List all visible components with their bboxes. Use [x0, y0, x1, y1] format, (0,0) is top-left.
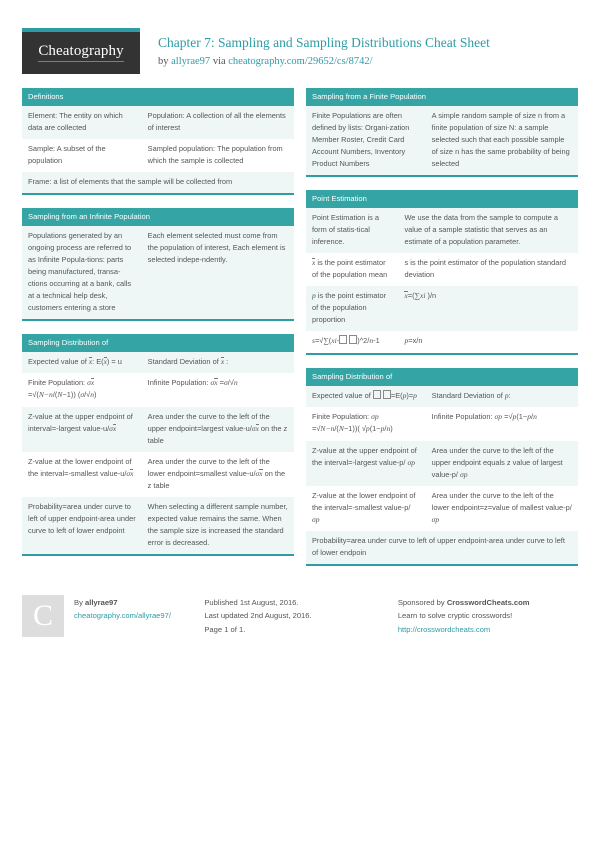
by-prefix: by	[158, 56, 172, 68]
right-column	[306, 88, 578, 579]
table-cell-right: s is the point estimator of the population standard deviation	[404, 258, 566, 280]
logo-text: Cheatography	[38, 44, 123, 62]
footer-publish-block	[204, 595, 387, 636]
section-heading: Sampling Distribution of	[22, 334, 294, 352]
footer-author-name: allyrae97	[84, 598, 118, 608]
table-cell-left: Finite Populations are often defined by lists: Organi-zation Member Roster, Credit Card Account Numbers, Inventory Product Numbers	[312, 111, 410, 169]
table-cell-left: Point Estimation is a form of statis-tical inference.	[312, 213, 379, 247]
table-cell-left: Z-value at the upper endpoint of interval=-largest value-u/σx	[28, 411, 133, 433]
table-cell-right: Sampled population: The population from which the sample is collected	[147, 144, 283, 166]
section-card	[22, 208, 294, 321]
page-footer	[0, 579, 600, 637]
author-link[interactable]: allyrae97	[171, 56, 211, 68]
content-columns	[0, 74, 600, 579]
section-card	[306, 368, 578, 567]
table-cell-right: Standard Deviation of x :	[147, 357, 229, 367]
footer-updated: Last updated 2nd August, 2016.	[204, 611, 312, 621]
title-block	[140, 24, 490, 69]
footer-by-label: By	[74, 598, 85, 608]
footer-sponsor-block	[398, 595, 578, 636]
table-cell-right: Standard Deviation of p:	[431, 390, 511, 400]
cheatography-logo[interactable]	[22, 28, 140, 74]
table-row	[22, 407, 294, 452]
section-heading: Sampling from a Finite Population	[306, 88, 578, 106]
table-row	[22, 106, 294, 139]
table-row	[306, 441, 578, 486]
table-cell-left: x is the point estimator of the population mean	[312, 258, 388, 280]
section-heading: Sampling from an Infinite Population	[22, 208, 294, 226]
table-cell-right: Area under the curve to the left of the upper endpoint=largest value-u/σx on the z table	[147, 411, 288, 445]
table-cell-left: Expected value of =E(p)=p	[312, 390, 417, 400]
table-cell-left: Z-value at the upper endpoint of the interval=-largest value-p/ σp	[312, 445, 417, 467]
table-cell-left: Expected value of x: E(x) = u	[28, 357, 122, 367]
table-row	[306, 486, 578, 531]
section-card	[306, 88, 578, 177]
table-cell-right: Population: A collection of all the elements of interest	[147, 111, 286, 133]
table-row	[306, 106, 578, 175]
table-row	[306, 407, 578, 441]
footer-published: Published 1st August, 2016.	[204, 598, 299, 608]
table-row	[22, 172, 294, 193]
table-row	[306, 286, 578, 331]
table-cell-right: We use the data from the sample to compute a value of a sample statistic that serves as an estimate of a population parameter.	[404, 213, 558, 247]
table-row	[22, 139, 294, 172]
table-row	[22, 352, 294, 373]
table-cell-right: When selecting a different sample number, expected value remains the same. When the sample size is increased the standard error is decreased.	[147, 502, 288, 548]
page-header	[0, 0, 600, 74]
section-card	[22, 334, 294, 556]
sponsor-url-link[interactable]: http://crosswordcheats.com	[397, 624, 491, 634]
table-row	[22, 452, 294, 497]
table-cell-right: A simple random sample of size n from a finite population of size N: a sample selected such that each possible sample of size n has the same probability of being selected	[431, 111, 570, 169]
left-column	[22, 88, 294, 569]
table-cell-right: Area under the curve to the left of the upper endpoint equals z value of largest value-p/ σp	[431, 445, 563, 479]
table-cell-left: s=√∑(xi- )^2/n-1	[312, 336, 380, 346]
table-cell-right: Each element selected must come from the population of interest, Each element is selected indepe-ndently.	[147, 231, 286, 265]
table-cell-left: Element: The entity on which data are collected	[28, 111, 123, 133]
footer-profile-link[interactable]: cheatography.com/allyrae97/	[74, 611, 171, 621]
logo-box	[22, 32, 140, 74]
table-cell-left: Populations generated by an ongoing process are referred to as Infinite Popula-tions: parts being manufactured, transa-ctions occurring at a bank, calls at a technical help desk, customers entering a store	[28, 231, 132, 313]
table-row	[306, 386, 578, 407]
table-cell-left: Z-value at the lower endpoint of the interval=-smallest value-u/σx	[28, 456, 134, 478]
table-cell-right: p=x/n	[404, 336, 423, 346]
table-cell-right: Area under the curve to the left of the lower endpoint=z=value of mallest value-p/ σp	[431, 490, 572, 524]
table-cell: Frame: a list of elements that the sample will be collected from	[28, 177, 233, 187]
table-cell-right: x=(∑xi )/n	[404, 291, 437, 301]
footer-page-number: Page 1 of 1.	[204, 624, 246, 634]
sponsor-prefix: Sponsored by	[397, 598, 447, 608]
table-cell-left: Sample: A subset of the population	[28, 144, 106, 166]
footer-author-text	[64, 595, 171, 637]
table-cell-right: Area under the curve to the left of the lower endpoint=smallest value-u/σx on the z table	[147, 456, 286, 491]
page-title: Chapter 7: Sampling and Sampling Distributions Cheat Sheet	[158, 35, 490, 50]
table-cell: Probability=area under curve to left of upper endpoint-area under curve to left of lower endpoin	[312, 536, 565, 558]
table-row	[22, 373, 294, 407]
sponsor-tagline: Learn to solve cryptic crosswords!	[397, 611, 513, 621]
byline	[158, 55, 490, 69]
table-cell-left: Probability=area under curve to left of upper endpoint-area under curve to left of lower endpoint	[28, 502, 136, 536]
table-cell-left: Finite Population: σx =√(N−n/(N−1)) (σ/√n)	[28, 378, 97, 400]
footer-sponsor-line	[398, 596, 530, 609]
source-url-link[interactable]: cheatography.com/29652/cs/8742/	[228, 56, 373, 68]
table-row	[22, 226, 294, 319]
table-cell-right: Infinite Population: σx =σ/√n	[147, 378, 238, 388]
table-row	[306, 253, 578, 286]
footer-by-line	[74, 596, 171, 609]
section-card	[306, 190, 578, 355]
sponsor-name: CrosswordCheats.com	[446, 598, 530, 608]
section-heading: Point Estimation	[306, 190, 578, 208]
table-cell-left: Finite Population: σp =√N−n/(N−1))( √p(1−p/n)	[312, 412, 393, 434]
section-heading: Definitions	[22, 88, 294, 106]
table-row	[22, 497, 294, 554]
table-cell-left: Z-value at the lower endpoint of the interval=-smallest value-p/ σp	[312, 490, 416, 524]
via-text: via	[210, 56, 229, 68]
table-row	[306, 208, 578, 253]
section-heading: Sampling Distribution of	[306, 368, 578, 386]
table-cell-left: p is the point estimator of the population proportion	[312, 291, 387, 325]
table-cell-right: Infinite Population: σp =√p(1−p/n	[431, 412, 537, 422]
section-card	[22, 88, 294, 195]
table-row	[306, 531, 578, 564]
avatar: C	[22, 595, 64, 637]
footer-author-block	[22, 595, 194, 637]
table-row	[306, 331, 578, 352]
